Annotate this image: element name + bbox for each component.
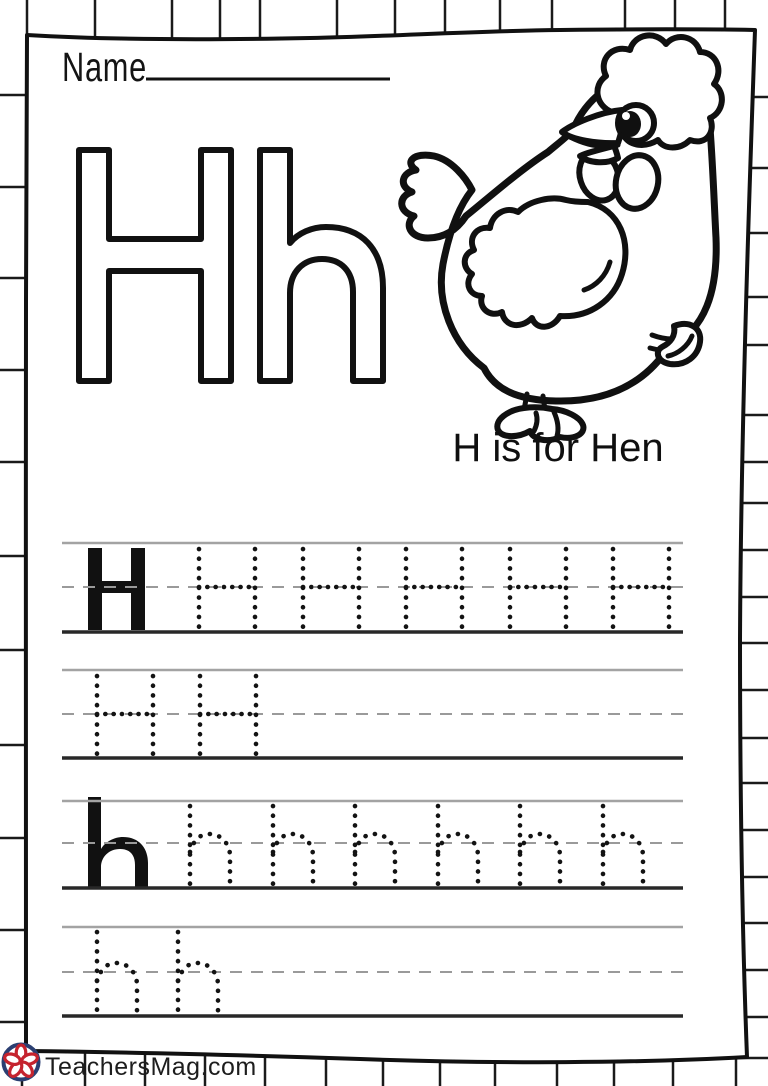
brand-flower-logo <box>3 1045 38 1080</box>
name-label: Name <box>62 44 148 90</box>
caption-h-is-for-hen: H is for Hen <box>452 426 664 470</box>
brand-text: TeachersMag.com <box>45 1053 257 1081</box>
hen-eye <box>618 105 654 141</box>
